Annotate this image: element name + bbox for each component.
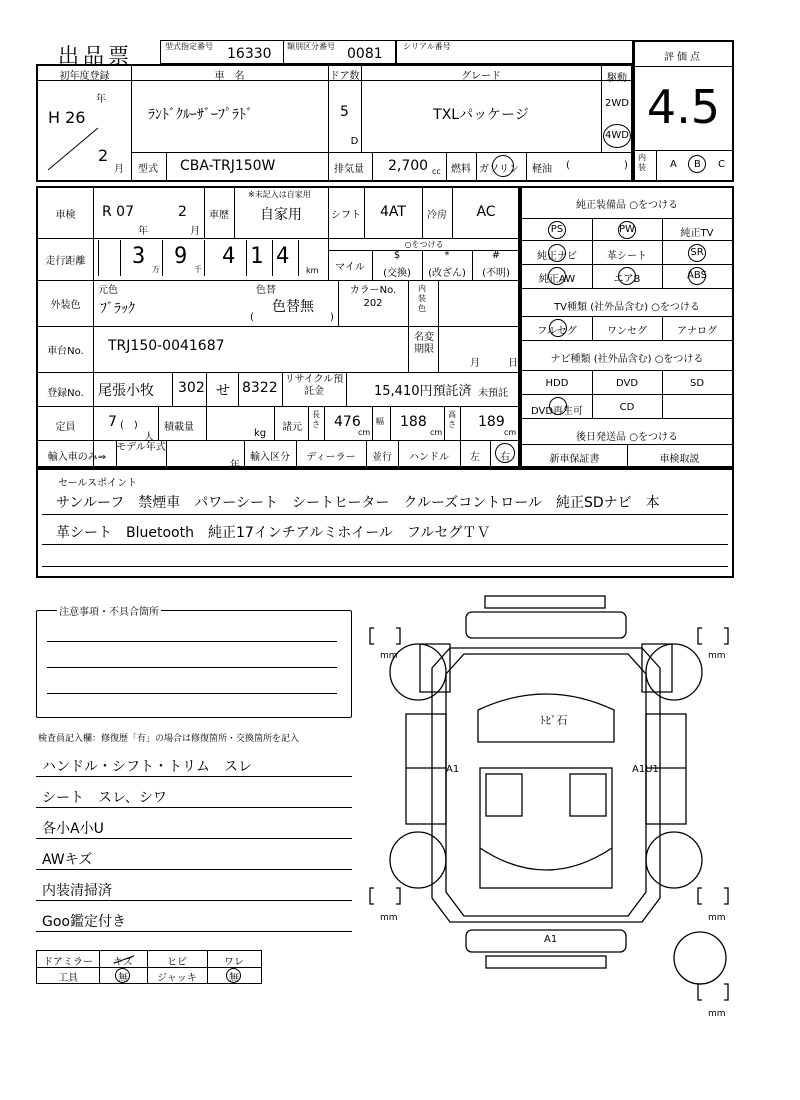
acc-jack-circle — [226, 968, 241, 983]
inspection-month: 2 — [178, 204, 187, 220]
name-change-day: 日 — [508, 358, 518, 369]
equipment-item: 純正ナビ — [537, 251, 577, 262]
diesel-label: 軽油 — [532, 164, 552, 175]
equipment-title: 純正装備品 ○をつける — [576, 200, 678, 211]
equipment-item: SR — [690, 247, 704, 258]
handle-right-circle — [495, 443, 515, 463]
spare-tire — [674, 932, 726, 984]
recycle-status: 未預託 — [478, 388, 508, 399]
mileage-sen-unit: 千 — [194, 265, 202, 274]
displacement-unit: cc — [432, 167, 441, 176]
capacity-unit: 人 — [144, 432, 154, 443]
name-change-label: 名変期限 — [414, 332, 434, 355]
tamper-label: (改ざん) — [428, 268, 466, 279]
rear-plate — [486, 956, 606, 968]
color-no-label: カラーNo. — [349, 285, 397, 296]
inspector-remark: シート スレ、シワ — [42, 790, 167, 806]
wheel-rear-right — [646, 832, 702, 888]
inspector-remark: Goo鑑定付き — [42, 914, 126, 930]
interior-grade-a: A — [670, 159, 677, 170]
handle-right: 右 — [500, 452, 510, 463]
length-label: 長さ — [312, 410, 320, 429]
height-value: 189 — [478, 414, 505, 430]
fuel-value: ガソリン — [479, 164, 519, 175]
interior-grade-c: C — [718, 159, 725, 170]
serial-box — [396, 40, 633, 64]
remark-underline — [36, 838, 352, 839]
width-unit: cm — [430, 428, 443, 437]
fuel-gasoline-circle — [492, 155, 514, 177]
equipment-panel — [520, 186, 734, 468]
damage-roof: ﾄﾋﾞ石 — [540, 714, 568, 727]
mileage-digit: 9 — [174, 244, 188, 269]
length-value: 476 — [334, 414, 361, 430]
sales-line-2: 革シート Bluetooth 純正17インチアルミホイール フルセグＴＶ — [56, 525, 491, 541]
tv-title: TV種類 (社外品含む) ○をつける — [554, 302, 700, 313]
original-color-value: ﾌﾞﾗｯｸ — [100, 301, 135, 317]
shift-value: 4AT — [380, 204, 406, 220]
class-code-label: 類別区分番号 — [287, 42, 335, 51]
model-value: CBA-TRJ150W — [180, 158, 276, 174]
tire-mm-rr: mm — [708, 913, 726, 923]
chassis-label: 車台No. — [47, 346, 84, 357]
equipment-circle — [548, 267, 566, 285]
dims-label: 諸元 — [282, 422, 302, 433]
basic-info-table — [36, 64, 633, 182]
wheel-front-left — [390, 644, 446, 700]
details-table — [36, 186, 520, 471]
damage-left-side: A1 — [446, 764, 460, 775]
grade-value: TXLパッケージ — [433, 107, 529, 123]
recycle-label: リサイクル預託金 — [284, 374, 344, 397]
acc-crack: ヒビ — [167, 957, 187, 968]
height-unit: cm — [504, 428, 517, 437]
equipment-item: PS — [550, 224, 564, 235]
first-reg-month: 2 — [98, 146, 109, 165]
score-label: 評価点 — [664, 52, 703, 63]
inspection-year-unit: 年 — [138, 226, 148, 237]
capacity-label: 定員 — [55, 422, 76, 433]
sales-points-box — [36, 468, 734, 578]
color-no-value: 202 — [363, 298, 383, 309]
equipment-circle — [688, 244, 706, 262]
equipment-item: 革シート — [607, 251, 647, 262]
interior-grade-b: B — [694, 159, 701, 170]
score-value: 4.5 — [646, 80, 721, 134]
tire-mm-fl: mm — [380, 651, 398, 661]
notes-label: 注意事項・不具合箇所 — [57, 603, 161, 618]
history-label: 車歴 — [209, 210, 229, 221]
navi-sd: SD — [689, 378, 705, 389]
handle-left: 左 — [470, 452, 480, 463]
equipment-circle — [618, 221, 636, 239]
interior-label: 内装 — [638, 153, 646, 172]
remark-underline — [36, 776, 352, 777]
tire-mm-spare: mm — [708, 1009, 726, 1019]
history-value: 自家用 — [260, 207, 302, 223]
repaint-paren-close: ) — [330, 312, 334, 323]
remark-underline — [36, 869, 352, 870]
notes-box — [36, 607, 352, 718]
first-reg-label: 初年度登録 — [59, 71, 110, 82]
serial-label: シリアル番号 — [403, 42, 451, 51]
inspector-remark: 内装清掃済 — [42, 883, 112, 899]
front-plate — [485, 596, 605, 608]
navi-dvd: DVD — [615, 378, 639, 389]
reg-class: 302 — [178, 380, 205, 396]
import-class-label: 輸入区分 — [250, 452, 290, 463]
repaint-paren-open: ( — [250, 312, 254, 323]
inspector-remark: ハンドル・シフト・トリム スレ — [42, 759, 252, 775]
navi-cd: CD — [619, 402, 635, 413]
handle-label: ハンドル — [409, 452, 449, 463]
navi-dvd-play-circle — [549, 397, 567, 415]
later-manual: 車検取説 — [659, 454, 700, 465]
remark-underline — [36, 931, 352, 932]
body-outline — [432, 648, 660, 922]
load-label: 積載量 — [164, 422, 194, 433]
exchange-mark: $ — [393, 250, 401, 261]
accessories-table — [36, 950, 262, 984]
reg-area: 尾張小牧 — [98, 383, 154, 399]
reg-kana: せ — [216, 383, 230, 399]
acc-tools-circle — [115, 968, 130, 983]
navi-dvd-play: DVD再生可 — [530, 406, 584, 417]
type-code-value: 16330 — [227, 46, 272, 62]
recycle-value: 15,410円預託済 — [374, 384, 472, 399]
model-label: 型式 — [138, 164, 158, 175]
load-unit: kg — [254, 428, 267, 439]
equipment-circle — [548, 244, 566, 262]
import-year-unit: 年 — [230, 460, 240, 471]
unknown-mark: # — [491, 250, 501, 261]
equipment-item: PW — [619, 224, 635, 235]
equipment-item: ABS — [687, 270, 707, 281]
rear-window — [480, 848, 612, 870]
parallel-label: 並行 — [372, 452, 392, 463]
mileage-digit: 4 — [222, 244, 236, 269]
inspector-label: 検査員記入欄：修復歴「有」の場合は修復箇所・交換箇所を記入 — [38, 734, 300, 744]
height-label: 高さ — [448, 410, 456, 429]
first-reg-year-unit: 年 — [96, 94, 106, 105]
inspection-label: 車検 — [55, 210, 76, 221]
equipment-item: 純正TV — [680, 228, 714, 239]
left-doors — [406, 714, 446, 824]
roof-panel-right — [570, 774, 606, 816]
original-color-label: 元色 — [98, 285, 118, 296]
drive-4wd: 4WD — [605, 130, 629, 141]
wheel-front-right — [646, 644, 702, 700]
mileage-mark-note: ○をつける — [404, 240, 444, 249]
form-title: 出品票 — [58, 44, 133, 68]
reg-number: 8322 — [242, 380, 278, 396]
exterior-label: 外装色 — [50, 300, 81, 311]
mileage-man-unit: 万 — [152, 265, 160, 274]
unknown-label: (不明) — [482, 268, 510, 279]
tv-oneseg: ワンセグ — [607, 326, 647, 337]
type-code-box — [160, 40, 396, 64]
acc-tools-value: 無 — [118, 973, 128, 984]
displacement-label: 排気量 — [334, 164, 364, 175]
width-value: 188 — [400, 414, 427, 430]
diesel-paren-close: ) — [624, 160, 628, 171]
acc-tools: 工具 — [58, 973, 78, 984]
first-reg-month-unit: 月 — [114, 164, 124, 175]
repaint-label: 色替 — [256, 285, 276, 296]
acc-jack-value: 無 — [229, 973, 239, 984]
interior-color-label: 内装色 — [418, 284, 426, 313]
capacity-paren: ( ) — [120, 420, 138, 431]
model-year-label: モデル年式 — [116, 442, 166, 453]
fuel-label: 燃料 — [451, 164, 471, 175]
interior-grade-box — [633, 150, 734, 182]
equipment-circle — [688, 267, 706, 285]
shift-label: シフト — [331, 210, 361, 221]
equipment-item: 純正AW — [538, 274, 576, 285]
exchange-label: (交換) — [383, 268, 411, 279]
dealer-label: ディーラー — [306, 452, 356, 463]
name-change-month: 月 — [470, 358, 480, 369]
capacity-value: 7 — [108, 414, 117, 430]
tire-mm-fr: mm — [708, 651, 726, 661]
acc-break: ワレ — [224, 957, 244, 968]
acc-jack: ジャッキ — [157, 973, 197, 984]
car-damage-diagram — [360, 592, 750, 1022]
wheel-rear-left — [390, 832, 446, 888]
doors-label: ドア数 — [329, 71, 360, 82]
mileage-label: 走行距離 — [45, 256, 86, 267]
car-name-label: 車 名 — [214, 71, 245, 82]
navi-title: ナビ種類 (社外品含む) ○をつける — [550, 354, 704, 365]
tire-mm-rl: mm — [380, 913, 398, 923]
roof-panel-left — [486, 774, 522, 816]
reg-label: 登録No. — [47, 388, 84, 399]
inspection-month-unit: 月 — [190, 226, 200, 237]
doors-suffix: D — [350, 136, 359, 147]
remark-underline — [36, 900, 352, 901]
diesel-paren-open: ( — [566, 160, 570, 171]
class-code-value: 0081 — [347, 46, 383, 62]
chassis-value: TRJ150-0041687 — [108, 338, 225, 354]
doors-value: 5 — [340, 104, 349, 120]
sales-line-1: サンルーフ 禁煙車 パワーシート シートヒーター クルーズコントロール 純正SDナビ 本 — [56, 495, 660, 511]
type-code-label: 型式指定番号 — [165, 42, 213, 51]
mileage-digits — [98, 240, 326, 278]
mileage-km-unit: km — [306, 266, 319, 275]
mileage-digit: 4 — [276, 244, 290, 269]
equipment-circle — [548, 221, 566, 239]
first-reg-era: H 26 — [48, 108, 86, 127]
navi-hdd: HDD — [545, 378, 569, 389]
width-label: 幅 — [376, 417, 384, 426]
remark-underline — [36, 807, 352, 808]
ac-label: 冷房 — [427, 210, 447, 221]
mileage-digit: 3 — [132, 244, 146, 269]
body-inner — [446, 654, 646, 916]
inspector-remark: 各小A小U — [42, 821, 104, 837]
sales-label: セールスポイント — [58, 478, 138, 489]
history-note: ※未記入は自家用 — [248, 190, 311, 199]
mileage-digit: 1 — [250, 244, 264, 269]
tv-fullseg: フルセグ — [537, 326, 577, 337]
inspector-remark: AWキズ — [42, 852, 93, 868]
grade-label: グレード — [461, 71, 501, 82]
damage-right-side: A1U1 — [632, 764, 659, 775]
drive-label: 駆動 — [607, 73, 627, 84]
displacement-value: 2,700 — [388, 158, 429, 174]
acc-door-mirror: ドアミラー — [43, 957, 93, 968]
mile-label: マイル — [335, 262, 365, 273]
inspection-value: R 07 — [102, 204, 134, 220]
later-warranty: 新車保証書 — [549, 454, 600, 465]
length-unit: cm — [358, 428, 371, 437]
damage-rear: A1 — [544, 934, 558, 945]
equipment-item: エアB — [613, 274, 641, 285]
tv-fullseg-circle — [549, 319, 567, 337]
tamper-mark: * — [444, 250, 450, 261]
front-bumper — [466, 612, 626, 638]
repaint-value: 色替無 — [272, 299, 314, 315]
import-label: 輸入車のみ⇒ — [47, 452, 107, 463]
acc-scratch: キズ — [113, 957, 133, 968]
ac-value: AC — [476, 204, 496, 220]
later-title: 後日発送品 ○をつける — [576, 432, 678, 443]
interior-b-circle — [688, 155, 706, 173]
car-name-value: ﾗﾝﾄﾞｸﾙｰｻﾞｰﾌﾟﾗﾄﾞ — [148, 107, 253, 123]
drive-2wd: 2WD — [605, 98, 629, 109]
equipment-circle — [618, 267, 636, 285]
drive-4wd-circle — [603, 124, 631, 148]
tv-analog: アナログ — [677, 326, 717, 337]
